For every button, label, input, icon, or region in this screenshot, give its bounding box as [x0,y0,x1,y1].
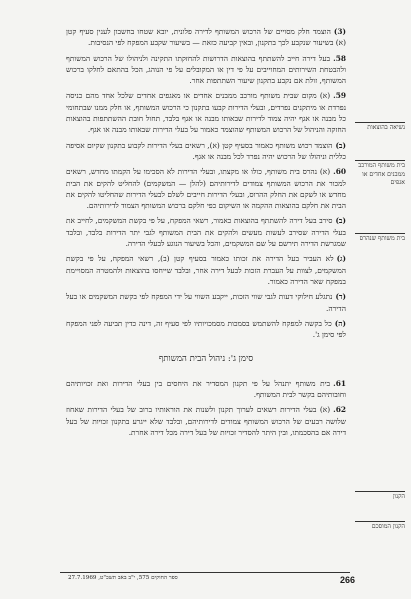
paragraph [66,291,346,314]
paragraph-number: (3) [333,27,346,36]
sidenote-agreed-bylaws: הקנון המוסכם [355,521,405,532]
footer-divider [60,572,350,573]
document-body [66,26,346,442]
paragraph [66,215,346,249]
chapter-heading: סימן ג': ניהול הבית המשותף [158,354,254,365]
sidenote-cost-sharing: נשיאה בהוצאות [355,122,405,133]
paragraph-number: (ג) [336,254,346,264]
paragraph-number: 62. [333,405,346,415]
paragraph [66,53,346,87]
sidenote-destroyed-building: בית משותף שנהרס [355,233,405,244]
paragraph-number: (ב) [335,216,346,226]
paragraph [66,378,346,401]
paragraph-text: בעל דירה חייב להשתתף בהוצאות הדרושות להחזקתו התקינה ולניהולו של הרכוש המשותף ולהבטחת השירותים המחוייבים על פי דין או המקובלים על פי הנוהג, הכל בהתאם לחלקו ברכוש המשותף, זולת אם נקבע בתקנון שיעור השתתפות אחר. [66,53,346,86]
paragraph-text: (א) מקום שבית משותף מורכב ממבנים אחדים או מאגפים אחדים שלכל אחד מהם כניסה נפרדת או מיתקנים נפרדים, ובעלי הדירות קבעו בתקנון כי הרכוש המשותף, או חלק ממנו שבתחומי כל מבנה או אגף יהיה צמוד לדירות שבאותו מבנה או אגף בלבד, תחול חובת ההשתתפות בהוצאות החזקה והניהול של הרכוש המשותף שהוצמד כאמור על בעלי הדירות שבאותו מבנה או אגף. [66,91,346,135]
paragraph-text: כל בקשה למפקח להשתמש בסמכות מסמכויותיו לפי סעיף זה, דינה כדין תביעה לפני המפקח לפי סימן ג'. [66,318,346,340]
paragraph-text: הוצמד רכוש משותף כאמור בסעיף קטן (א), רשאים בעלי הדירות לקבוע בתקנון שקיום אסיפה כללית וניהולו של הרכוש יהיה נפרד לכל מבנה או אגף. [66,140,346,161]
sidenote-multi-building: בית משותף המורכב ממבנים אחדים או אגפים [355,160,405,188]
paragraph [66,140,346,163]
paragraph-number: 58. [333,53,346,63]
paragraph-text: לא העביר בעל הדירה את זכותו כאמור בסעיף קטן (ב), רשאי המפקח, על פי בקשת המשקמים, לצוות על העברת הזכות לבעל דירה אחר, ובלבד שייחסו בהוצאות ולהמטרה המסויימת במפקח שאר הדירה כאמור. [66,254,346,286]
paragraph-text: (א) בעלי הדירות רשאים לערוך תקנון ולשנות את הוראותיו ברוב של בעלי הדירות שאחוז שלושה רבעים של הרכוש המשותף צמודים לדירותיהם, ובלבד שלא ייגרע בתקנון זכויות של בעל דירה אם בהסכמתו, ובין היתר להסדיר זכויות של בעל דירה מכל דירה אחרת. [66,405,346,437]
paragraph-number: 60. [333,167,346,177]
footer-publication: ספר החוקים 575, י"ב באב תשכ"ט, 27.7.1969 [68,575,178,581]
paragraph [66,318,346,341]
paragraph [66,166,346,211]
paragraph-number: 59. [333,91,346,101]
paragraph-number: (ה) [334,318,346,328]
paragraph-text: בית משותף יתנהל על פי תקנון המסדיר את היחסים בין בעלי הדירות ואת זכויותיהם וחובותיהם בקשר לבית המשותף. [66,378,346,400]
paragraph-text: נתגלע חילוקי דעות לגבי שווי הזכות, ייקבע השווי על ידי המפקח לפי בקשת המשקמים או בעל הדירה. [66,292,346,313]
paragraph-text: סירב בעל דירה להשתתף בהוצאות כאמור, רשאי המפקח, על פי בקשת המשקמים, לחייב את בעלי הדירה שסירב לעשות מעשים ולהקים את הבית המשותף לגבי יתר הדירות בלבד, ובלבד שמגרשת הדירה תירשם על שם המשקמים, והכל בשיעור הנוגע לבעלי הדירה. [66,216,346,249]
sidenote-bylaws: הקנון [355,491,405,502]
paragraph-number: (ד) [335,292,346,302]
page-number: 266 [340,575,356,585]
paragraph-number: (ב) [335,140,346,150]
paragraph [66,404,346,438]
paragraph [66,253,346,287]
paragraph-number: 61. [333,378,346,388]
paragraph [66,90,346,135]
paragraph-text: (א) נהרס בית משותף, כולו או מקצתו, ובעלי הדירות לא הסכימו על הקמתו מחדש, רשאים למכור את הרכוש המשותף צמודים לדירותיהם (להלן — המשקמים) להחליט להקים את הבית מחדש או לשקם את החלק ההרוס, ובעלי הדירות חייבים לשלם לבעלי הדירות שהחליטו להקים את הבית את חלקם בהוצאות ההקמה או השיקום כפי חלקם ברכוש המשותף הצמוד לדירותיהם. [66,167,346,211]
paragraph [66,26,346,49]
paragraph-text: הוצמד חלק מסויים של הרכוש המשותף לדירה פלונית, יובא שטחו בחשבון לענין סעיף קטן (א) בשיעור שנקבע לכך בתקנון, ובאין קביעה כזאת — בשיעור שקבע המפקח לפי הנסיבות. [66,27,346,48]
